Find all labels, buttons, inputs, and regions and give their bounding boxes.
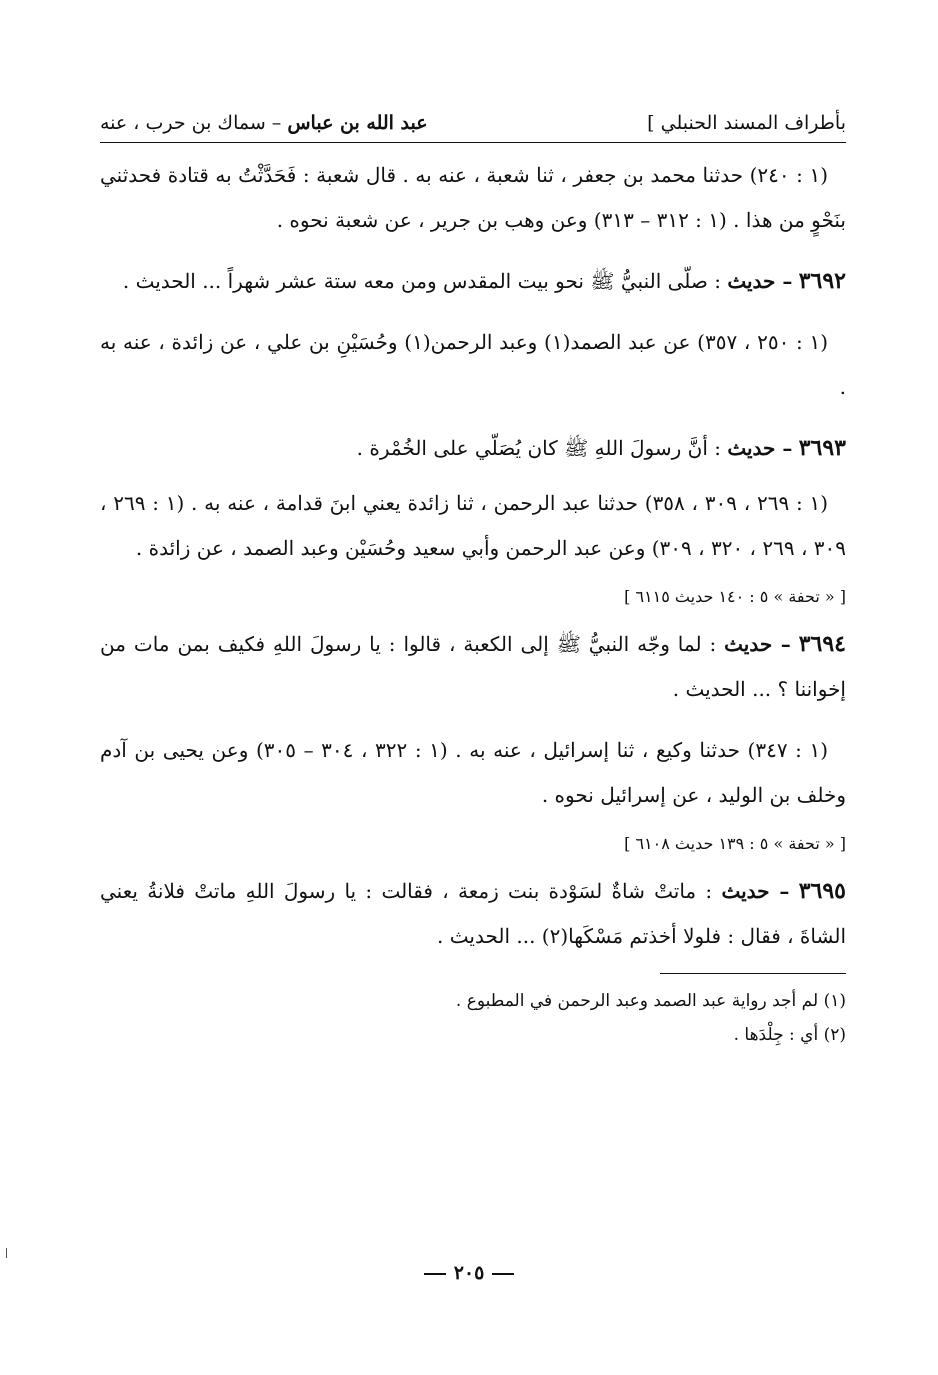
hadith-label: – حديث bbox=[727, 269, 793, 293]
hadith-text: : أنَّ رسولَ اللهِ ﷺ كان يُصَلّي على الخُمْرة . bbox=[356, 436, 721, 460]
page-body bbox=[100, 108, 846, 1052]
hadith-entry bbox=[100, 622, 846, 712]
tuhfa-reference: [ « تحفة » ٥ : ١٤٠ حديث ٦١١٥ ] bbox=[624, 587, 846, 606]
isnad-paragraph: (١ : ٢٦٩ ، ٣٠٩ ، ٣٥٨) حدثنا عبد الرحمن ، ثنا زائدة يعني ابنَ قدامة ، عنه به . (١ : ٢٦٩ ، ٣٠٩ ، ٢٦٩ ، ٣٢٠ ، ٣٠٩) وعن عبد الرحمن وأبي سعيد وحُسَيْن وعبد الصمد ، عن زائدة . bbox=[100, 491, 846, 560]
hadith-text: : ماتتْ شاةٌ لسَوْدة بنت زمعة ، فقالت : يا رسولَ اللهِ ماتتْ فلانةُ يعني الشاةَ ، فقال : فلولا أخذتم مَسْكَها(٢) ... الحديث . bbox=[100, 879, 846, 948]
tuhfa-reference: [ « تحفة » ٥ : ١٣٩ حديث ٦١٠٨ ] bbox=[624, 834, 846, 853]
header-section-title bbox=[100, 108, 428, 138]
page-number-dash bbox=[424, 1273, 446, 1275]
hadith-label: – حديث bbox=[721, 879, 790, 903]
header-narrator: – سماك بن حرب ، عنه bbox=[100, 112, 282, 134]
header-companion-name: عبد الله بن عباس bbox=[287, 112, 428, 134]
footnote: (١) لم أجد رواية عبد الصمد وعبد الرحمن في المطبوع . bbox=[455, 991, 846, 1011]
hadith-entry bbox=[100, 426, 846, 471]
page-number-dash bbox=[492, 1273, 514, 1275]
footnote-separator bbox=[660, 973, 846, 974]
hadith-label: – حديث bbox=[724, 632, 791, 656]
running-header bbox=[100, 108, 846, 143]
page-number: ٢٠٥ bbox=[0, 1262, 938, 1284]
hadith-number: ٣٦٩٤ bbox=[798, 631, 846, 657]
hadith-text: : لما وجّه النبيُّ ﷺ إلى الكعبة ، قالوا : يا رسولَ اللهِ فكيف بمن مات من إخواننا ؟ ... الحديث . bbox=[100, 632, 846, 701]
isnad-paragraph: (١ : ٣٤٧) حدثنا وكيع ، ثنا إسرائيل ، عنه به . (١ : ٣٢٢ ، ٣٠٤ – ٣٠٥) وعن يحيى بن آدم وخلف بن الوليد ، عن إسرائيل نحوه . bbox=[100, 738, 846, 807]
hadith-entry bbox=[100, 259, 846, 304]
hadith-number: ٣٦٩٣ bbox=[798, 435, 846, 461]
isnad-paragraph: (١ : ٢٤٠) حدثنا محمد بن جعفر ، ثنا شعبة ، عنه به . قال شعبة : فَحَدَّثْتُ به قتادة فحدثني بنَحْوٍ من هذا . (١ : ٣١٢ – ٣١٣) وعن وهب بن جرير ، عن شعبة نحوه . bbox=[100, 163, 846, 232]
scan-edge-mark bbox=[6, 1248, 11, 1258]
header-book-title: بأطراف المسند الحنبلي ] bbox=[647, 112, 846, 134]
hadith-text: : صلّى النبيُّ ﷺ نحو بيت المقدس ومن معه ستة عشر شهراً ... الحديث . bbox=[122, 269, 721, 293]
hadith-label: – حديث bbox=[727, 436, 793, 460]
isnad-paragraph: (١ : ٢٥٠ ، ٣٥٧) عن عبد الصمد(١) وعبد الرحمن(١) وحُسَيْنِ بن علي ، عن زائدة ، عنه به . bbox=[100, 330, 846, 399]
hadith-entry bbox=[100, 869, 846, 959]
hadith-number: ٣٦٩٢ bbox=[798, 268, 846, 294]
hadith-number: ٣٦٩٥ bbox=[798, 878, 846, 904]
footnote: (٢) أي : جِلْدَها . bbox=[733, 1025, 846, 1045]
